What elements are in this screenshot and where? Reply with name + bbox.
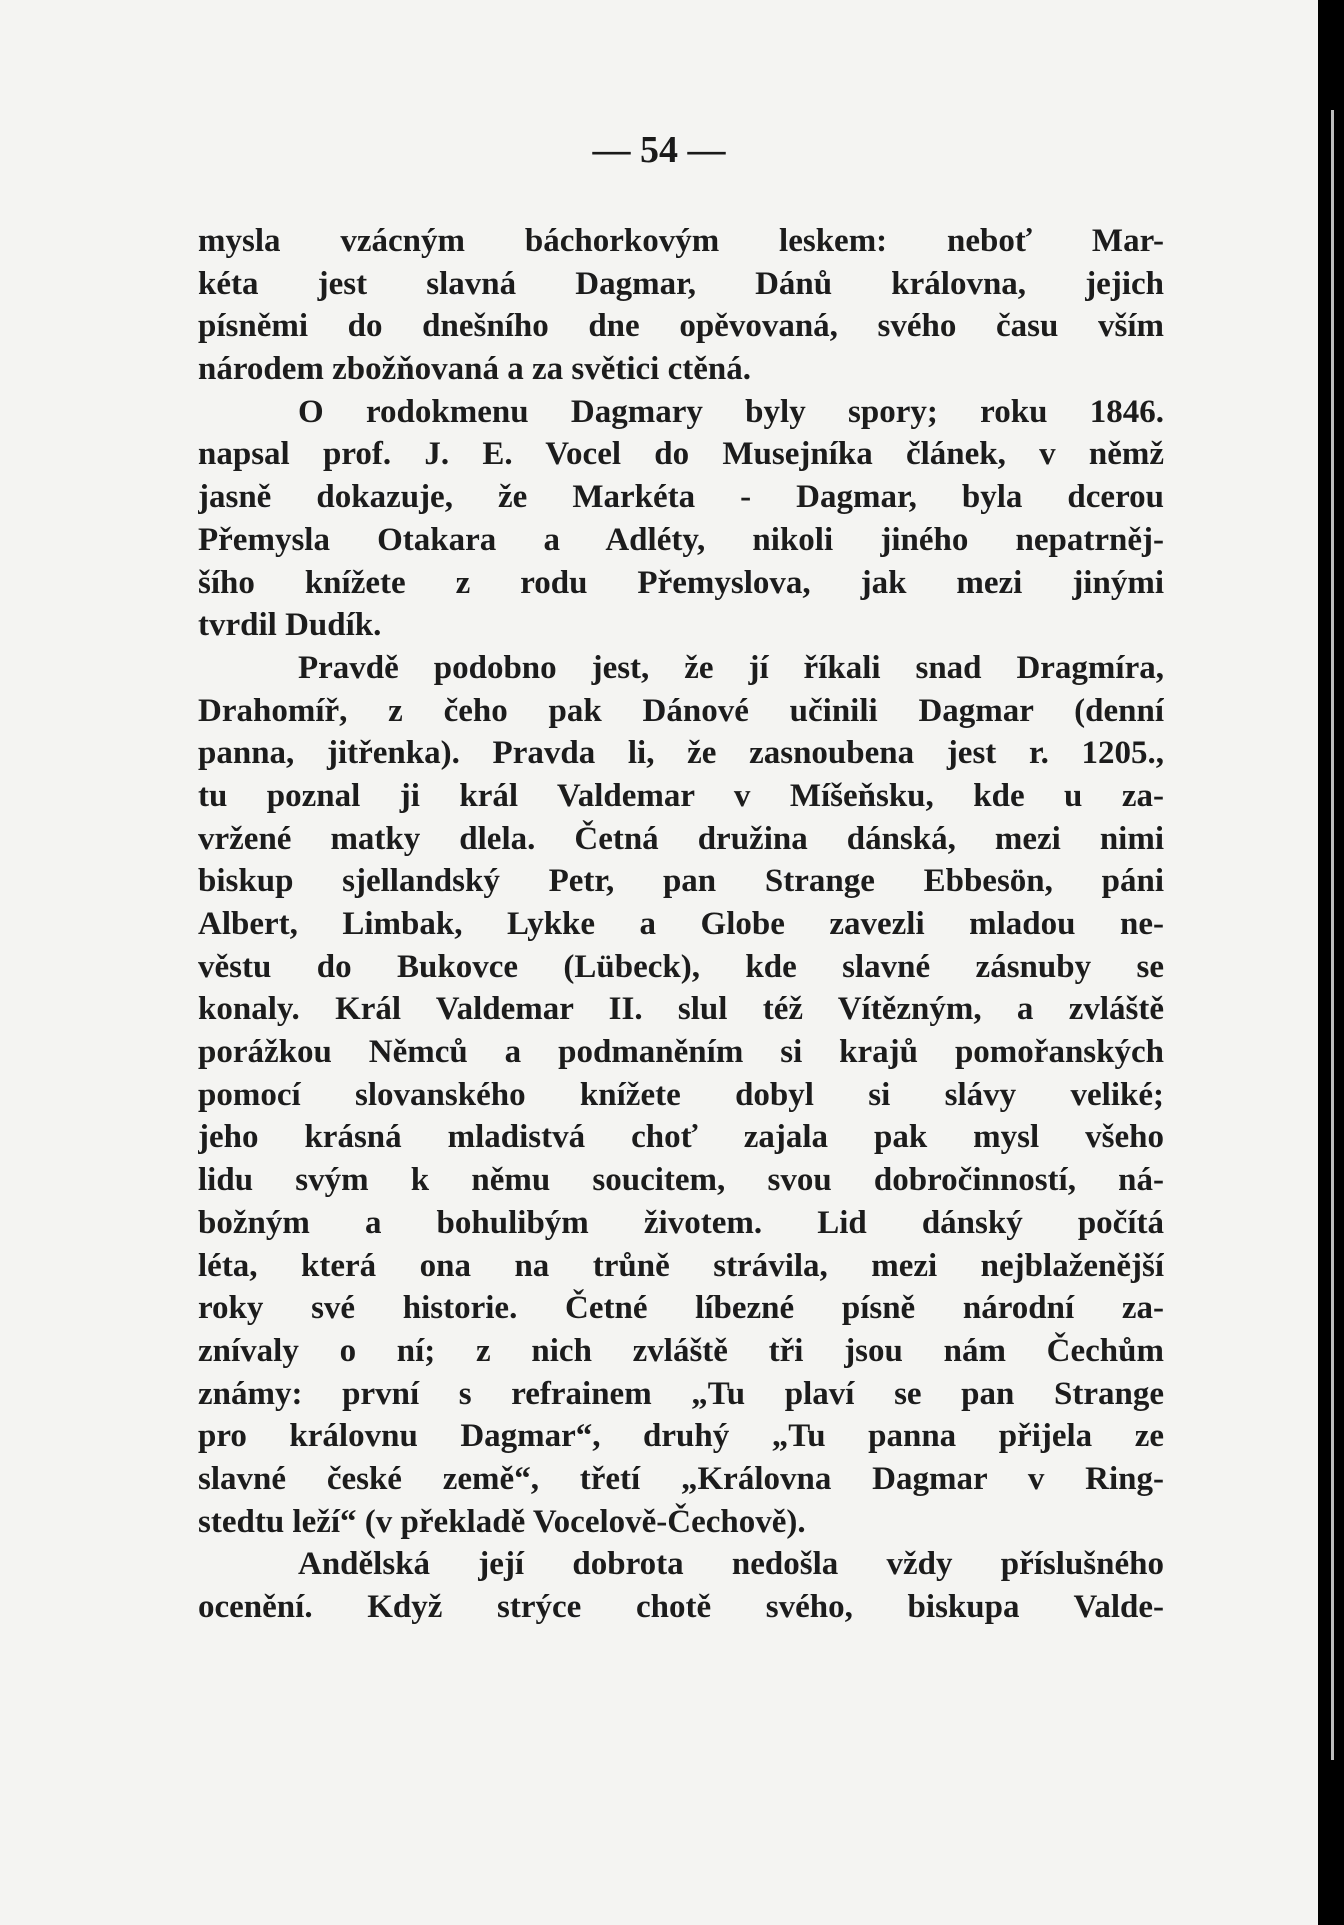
text-line: Přemysla Otakara a Adléty, nikoli jiného nepatrněj- xyxy=(198,521,1164,558)
text-line: léta, která ona na trůně strávila, mezi nejblaženější xyxy=(198,1247,1164,1284)
body-text xyxy=(198,220,1164,1629)
text-line: napsal prof. J. E. Vocel do Musejníka článek, v němž xyxy=(198,436,1164,473)
text-line: roky své historie. Četné líbezné písně národní za- xyxy=(198,1290,1164,1327)
text-line: božným a bohulibým životem. Lid dánský počítá xyxy=(198,1204,1164,1241)
text-line: písněmi do dnešního dne opěvovaná, svého času vším xyxy=(198,308,1164,345)
page-number: — 54 — xyxy=(592,129,726,171)
text-line: pro královnu Dagmar“, druhý „Tu panna přijela ze xyxy=(198,1418,1164,1455)
text-line: vržené matky dlela. Četná družina dánská, mezi nimi xyxy=(198,820,1164,857)
text-line: pomocí slovanského knížete dobyl si slávy veliké; xyxy=(198,1076,1164,1113)
text-line: jasně dokazuje, že Markéta - Dagmar, byla dcerou xyxy=(198,479,1164,516)
text-line: Pravdě podobno jest, že jí říkali snad Dragmíra, xyxy=(298,649,1164,686)
text-line: slavné české země“, třetí „Královna Dagmar v Ring- xyxy=(198,1460,1164,1497)
text-line: známy: první s refrainem „Tu plaví se pan Strange xyxy=(198,1375,1164,1412)
text-line: šího knížete z rodu Přemyslova, jak mezi jinými xyxy=(198,564,1164,601)
text-line: věstu do Bukovce (Lübeck), kde slavné zásnuby se xyxy=(198,948,1164,985)
text-line: konaly. Král Valdemar II. slul též Vítězným, a zvláště xyxy=(198,991,1164,1028)
text-line: O rodokmenu Dagmary byly spory; roku 1846. xyxy=(298,393,1164,430)
text-line: lidu svým k němu soucitem, svou dobročinností, ná- xyxy=(198,1162,1164,1199)
text-line: panna, jitřenka). Pravda li, že zasnoubena jest r. 1205., xyxy=(198,735,1164,772)
text-line: biskup sjellandský Petr, pan Strange Ebbesön, páni xyxy=(198,863,1164,900)
text-line: tu poznal ji král Valdemar v Míšeňsku, kde u za- xyxy=(198,777,1164,814)
text-line: národem zbožňovaná a za světici ctěná. xyxy=(198,351,751,388)
text-line: jeho krásná mladistvá choť zajala pak mysl všeho xyxy=(198,1119,1164,1156)
text-line: porážkou Němců a podmaněním si krajů pomořanských xyxy=(198,1034,1164,1071)
text-line: ocenění. Když strýce chotě svého, biskupa Valde- xyxy=(198,1589,1164,1625)
text-line: tvrdil Dudík. xyxy=(198,607,382,644)
text-line: stedtu leží“ (v překladě Vocelově-Čechově). xyxy=(198,1503,806,1540)
text-line: mysla vzácným báchorkovým leskem: neboť Mar- xyxy=(198,223,1164,259)
text-line: Albert, Limbak, Lykke a Globe zavezli mladou ne- xyxy=(198,906,1164,942)
scan-edge xyxy=(1318,0,1344,1925)
text-line: Drahomíř, z čeho pak Dánové učinili Dagmar (denní xyxy=(198,692,1164,729)
text-line: znívaly o ní; z nich zvláště tři jsou nám Čechům xyxy=(198,1332,1164,1369)
text-line: kéta jest slavná Dagmar, Dánů královna, jejich xyxy=(198,265,1164,302)
text-line: Andělská její dobrota nedošla vždy příslušného xyxy=(298,1546,1164,1583)
binding-line xyxy=(1331,110,1334,1760)
